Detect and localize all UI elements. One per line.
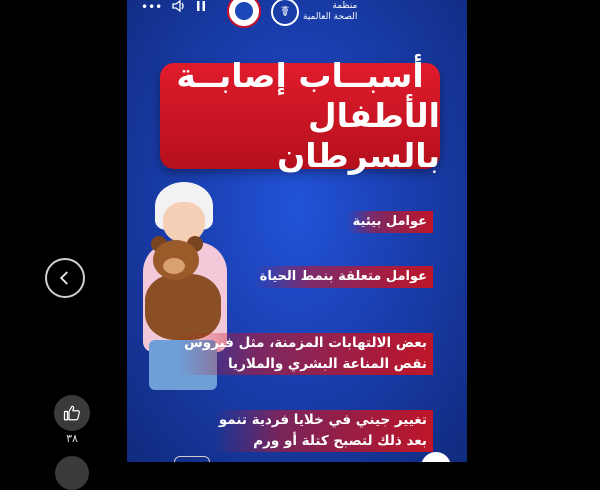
title-line-1: أسبــاب إصابــة bbox=[176, 56, 424, 95]
previous-button[interactable] bbox=[45, 258, 85, 298]
logos bbox=[227, 0, 357, 28]
pause-icon[interactable] bbox=[196, 0, 206, 15]
next-item-button[interactable] bbox=[55, 456, 89, 490]
bottom-pill bbox=[174, 456, 210, 462]
volume-icon[interactable] bbox=[172, 0, 186, 15]
more-icon[interactable]: ••• bbox=[141, 0, 163, 14]
cause-genetic: تغيير جيني في خلايا فردية تنمو بعد ذلك لتصبح كتلة أو ورم bbox=[213, 410, 433, 452]
like-count: ٣٨ bbox=[66, 432, 78, 445]
health-ministry-logo bbox=[227, 0, 261, 28]
who-text-line1: منظمة bbox=[332, 1, 358, 11]
title-banner bbox=[160, 56, 440, 175]
title-line-2: الأطفال بالسرطان bbox=[277, 96, 440, 175]
who-text-line2: الصحة العالمية bbox=[303, 12, 358, 22]
teddy-bear bbox=[141, 240, 231, 340]
bottom-logo bbox=[421, 452, 451, 462]
cause-environmental: عوامل بيئية bbox=[347, 211, 433, 233]
thumbs-up-icon bbox=[63, 404, 81, 422]
who-logo bbox=[271, 0, 357, 26]
story-image bbox=[127, 0, 467, 462]
chevron-left-icon bbox=[56, 269, 74, 287]
cause-infections: بعض الالتهابات المزمنة، مثل فيروس نقص المناعة البشري والملاريا bbox=[178, 333, 433, 375]
like-button[interactable] bbox=[54, 395, 90, 431]
media-controls bbox=[141, 0, 206, 15]
cause-lifestyle: عوامل متعلقة بنمط الحياة bbox=[254, 266, 433, 288]
who-emblem-icon: ☤ bbox=[271, 0, 299, 26]
